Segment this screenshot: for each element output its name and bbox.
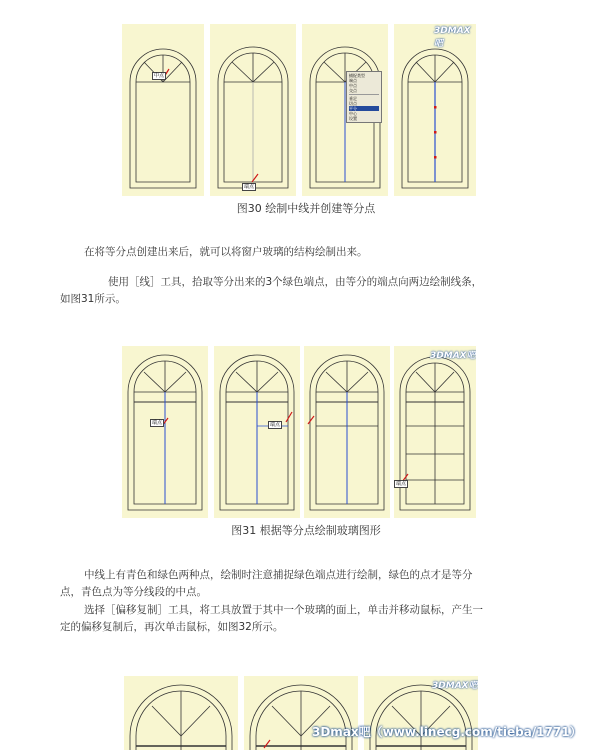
fig31-window-drawing-1 <box>122 346 208 518</box>
menu-item[interactable]: 垂足 <box>349 96 357 101</box>
fig31-panel-2 <box>214 346 300 518</box>
fig31-window-drawing-2 <box>214 346 300 518</box>
paragraph-3-line-1: 中线上有青色和绿色两种点，绘制时注意捕捉绿色端点进行绘制，绿色的点才是等分 <box>84 569 473 581</box>
paragraph-2-line-2: 如图31所示。 <box>60 293 126 305</box>
fig30-window-drawing-1 <box>122 24 204 196</box>
fig32-window-drawing-1 <box>124 676 238 750</box>
menu-item[interactable]: 切点 <box>349 101 357 106</box>
menu-item[interactable]: 中点 <box>349 83 357 88</box>
snap-tag: 端点 <box>396 481 407 487</box>
site-watermark: 3Dmax吧（www.linecg.com/tieba/1771） <box>312 725 582 739</box>
figure30-caption: 图30 绘制中线并创建等分点 <box>236 202 376 215</box>
menu-item-highlighted[interactable]: 平分 <box>349 106 379 111</box>
menu-item[interactable]: 设置 <box>349 116 357 121</box>
menu-item[interactable]: 中心 <box>349 111 357 116</box>
snap-tag: 中点 <box>154 73 165 79</box>
menu-divider <box>349 94 379 95</box>
fig30-panel-1 <box>122 24 204 196</box>
fig31-window-drawing-4 <box>394 346 476 518</box>
paragraph-1: 在将等分点创建出来后，就可以将窗户玻璃的结构绘制出来。 <box>84 246 368 258</box>
paragraph-4-line-1: 选择［偏移复制］工具，将工具放置于其中一个玻璃的面上，单击并移动鼠标，产生一 <box>84 604 483 616</box>
menu-item[interactable]: 捕捉类型 <box>349 73 365 78</box>
snap-context-menu[interactable] <box>346 71 382 123</box>
snap-tag: 端点 <box>270 422 281 428</box>
watermark-logo: 3DMAX吧 <box>434 26 471 49</box>
paragraph-2-line-1: 使用［线］工具，拾取等分出来的3个绿色端点，由等分的端点向两边绘制线条， <box>108 276 483 288</box>
watermark-logo: 3DMAX吧 <box>430 351 476 361</box>
figure31-caption: 图31 根据等分点绘制玻璃图形 <box>231 524 381 537</box>
fig31-panel-1 <box>122 346 208 518</box>
fig30-panel-4 <box>394 24 476 196</box>
snap-tag: 端点 <box>244 184 255 190</box>
menu-item[interactable]: 端点 <box>349 78 357 83</box>
fig31-window-drawing-3 <box>304 346 390 518</box>
fig31-panel-4 <box>394 346 476 518</box>
paragraph-3-line-2: 点，青色点为等分线段的中点。 <box>60 586 207 598</box>
paragraph-4-line-2: 定的偏移复制后，再次单击鼠标，如图32所示。 <box>60 621 284 633</box>
fig31-panel-3 <box>304 346 390 518</box>
fig30-panel-3 <box>302 24 388 196</box>
menu-item[interactable]: 交点 <box>349 88 357 93</box>
watermark-logo: 3DMAX吧 <box>432 681 478 691</box>
fig30-window-drawing-4 <box>394 24 476 196</box>
fig30-window-drawing-2 <box>210 24 296 196</box>
snap-tag: 端点 <box>152 420 163 426</box>
fig30-panel-2 <box>210 24 296 196</box>
fig32-panel-1 <box>124 676 238 750</box>
